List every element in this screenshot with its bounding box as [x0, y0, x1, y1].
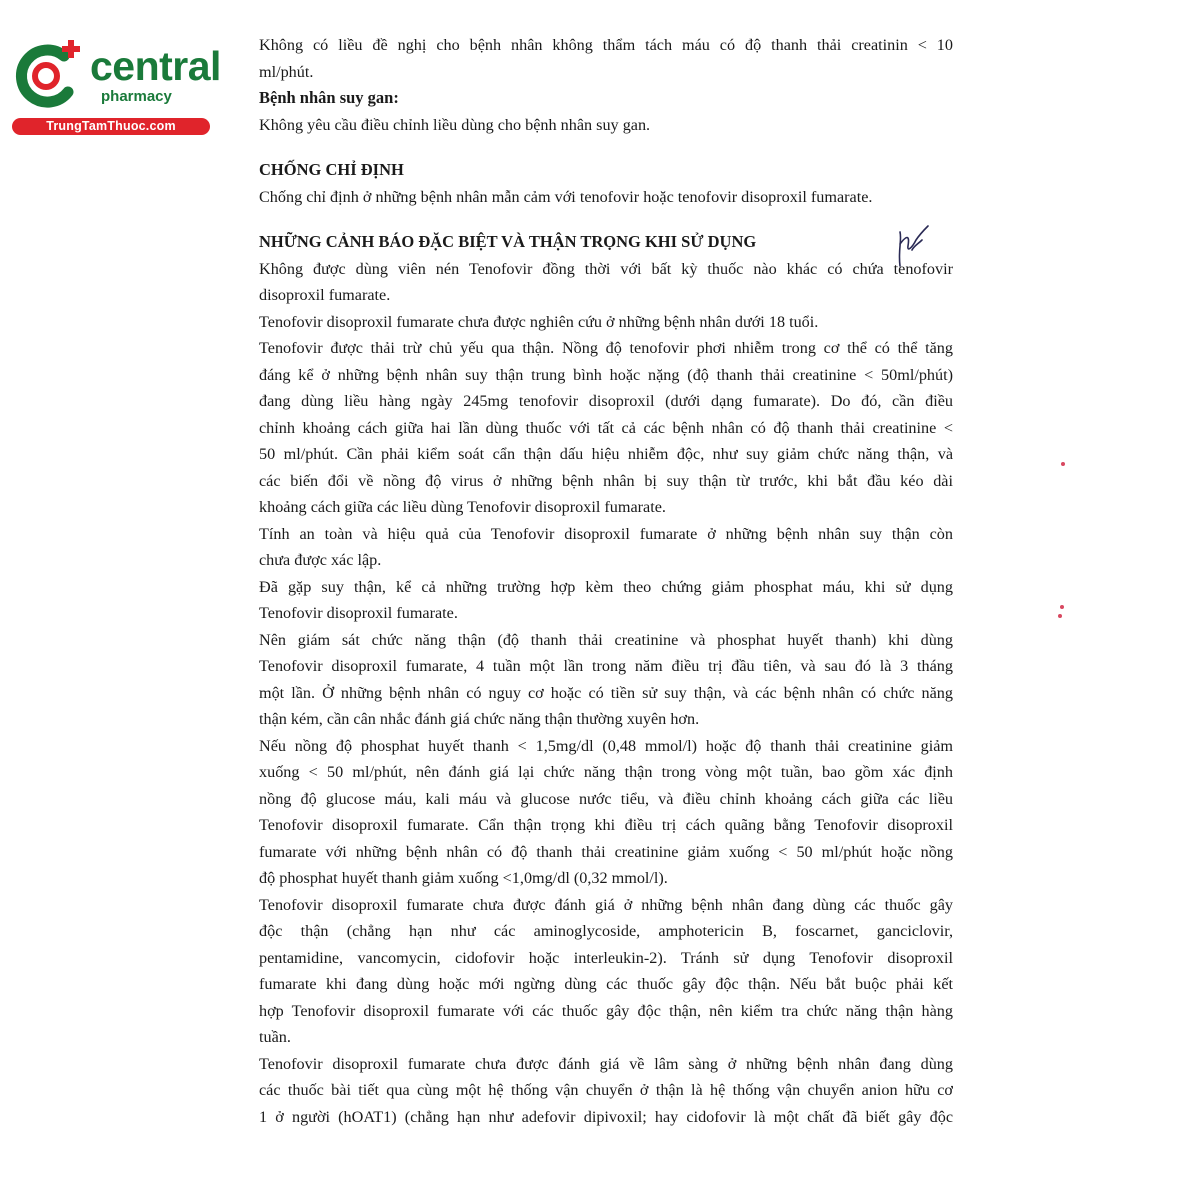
text-line: Tenofovir disoproxil fumarate, 4 tuần một lần trong năm điều trị đầu tiên, và sau đó là 3 tháng: [259, 657, 953, 675]
text-line: tuần.: [259, 1028, 291, 1046]
text-line: ml/phút.: [259, 62, 314, 81]
scan-speck: [1061, 462, 1065, 466]
scan-speck: [1058, 614, 1062, 618]
text-line: Nếu nồng độ phosphat huyết thanh < 1,5mg/dl (0,48 mmol/l) hoặc độ thanh thải creatinine giảm: [259, 736, 953, 755]
warnings-heading: NHỮNG CẢNH BÁO ĐẶC BIỆT VÀ THẬN TRỌNG KHI SỬ DỤNG: [259, 232, 757, 251]
pharmacy-cross-logo-icon: [12, 38, 88, 114]
scan-speck: [1060, 605, 1064, 609]
text-line: độc thận (chẳng hạn như các aminoglycoside, amphotericin B, foscarnet, ganciclovir,: [259, 922, 953, 940]
text-line: Tenofovir disoproxil fumarate.: [259, 604, 458, 622]
text-line: 50 ml/phút. Cần phải kiểm soát cẩn thận dấu hiệu nhiễm độc, như suy giảm chức năng thận, và: [259, 445, 953, 463]
text-line: một lần. Ở những bệnh nhân có nguy cơ hoặc có tiền sử suy thận, và các bệnh nhân có chức năng: [259, 683, 953, 702]
text-line: nồng độ glucose máu, kali máu và glucose nước tiểu, và điều chỉnh khoảng cách giữa các liều: [259, 789, 953, 808]
text-line: fumarate với những bệnh nhân có độ thanh thải creatinine giảm xuống < 50 ml/phút hoặc nồng: [259, 842, 953, 861]
text-line: pentamidine, vancomycin, cidofovir hoặc interleukin-2). Tránh sử dụng Tenofovir disoproxil: [259, 948, 953, 967]
text-line: Không có liều đề nghị cho bệnh nhân không thẩm tách máu có độ thanh thải creatinin < 10: [259, 36, 953, 54]
text-line: Đã gặp suy thận, kể cả những trường hợp kèm theo chứng giảm phosphat máu, khi sử dụng: [259, 577, 953, 596]
text-line: chỉnh khoảng cách giữa hai lần dùng thuốc với tất cả các bệnh nhân có độ thanh thải creatinine <: [259, 418, 953, 437]
logo-site-badge: TrungTamThuoc.com: [12, 118, 210, 135]
text-line: disoproxil fumarate.: [259, 286, 391, 304]
logo-subtitle: pharmacy: [101, 88, 172, 105]
text-line: thận kém, cần cân nhắc đánh giá chức năng thận thường xuyên hơn.: [259, 710, 700, 728]
text-line: chưa được xác lập.: [259, 551, 382, 569]
text-line: Tenofovir disoproxil fumarate chưa được đánh giá ở những bệnh nhân đang dùng các thuốc gây: [259, 895, 953, 914]
text-line: Tenofovir disoproxil fumarate chưa được nghiên cứu ở những bệnh nhân dưới 18 tuổi.: [259, 312, 819, 331]
text-line: 1 ở người (hOAT1) (chẳng hạn như adefovir dipivoxil; hay cidofovir là một chất đã biết gây độc: [259, 1107, 953, 1126]
text-line: các biến đổi về nồng độ virus ở những bệnh nhân bị suy thận từ trước, khi bắt đầu kéo dài: [259, 471, 953, 490]
section-gap: [259, 210, 953, 229]
text-line: Tenofovir disoproxil fumarate. Cẩn thận trọng khi điều trị cách quãng bằng Tenofovir disoproxil: [259, 816, 953, 834]
text-line: Tenofovir disoproxil fumarate chưa được đánh giá về lâm sàng ở những bệnh nhân đang dùng: [259, 1054, 953, 1073]
document-body: [259, 32, 953, 1130]
text-line: Không yêu cầu điều chỉnh liều dùng cho bệnh nhân suy gan.: [259, 115, 651, 134]
text-line: đáng kể ở những bệnh nhân suy thận trung bình hoặc nặng (độ thanh thải creatinine < 50ml/phút): [259, 365, 953, 384]
central-pharmacy-logo: [10, 38, 221, 138]
contraindication-heading: CHỐNG CHỈ ĐỊNH: [259, 160, 404, 179]
text-line: Nên giám sát chức năng thận (độ thanh thải creatinine và phosphat huyết thanh) khi dùng: [259, 630, 953, 649]
text-line: đang dùng liều hàng ngày 245mg tenofovir disoproxil (dưới dạng fumarate). Do đó, cần điều: [259, 392, 953, 410]
text-line: hợp Tenofovir disoproxil fumarate với các thuốc gây độc thận, nên kiểm tra chức năng thận hàng: [259, 1001, 953, 1020]
text-line: khoảng cách giữa các liều dùng Tenofovir disoproxil fumarate.: [259, 498, 666, 516]
text-line: xuống < 50 ml/phút, nên đánh giá lại chức năng thận trong vòng một tuần, bao gồm xác định: [259, 763, 953, 781]
text-line: độ phosphat huyết thanh giảm xuống <1,0mg/dl (0,32 mmol/l).: [259, 869, 668, 887]
hepatic-impairment-heading: Bệnh nhân suy gan:: [259, 88, 399, 107]
text-line: Không được dùng viên nén Tenofovir đồng thời với bất kỳ thuốc nào khác có chứa tenofovir: [259, 259, 953, 278]
logo-wordmark: central: [90, 43, 221, 89]
text-line: Chống chỉ định ở những bệnh nhân mẫn cảm với tenofovir hoặc tenofovir disoproxil fumarate.: [259, 187, 873, 206]
text-line: Tính an toàn và hiệu quả của Tenofovir disoproxil fumarate ở những bệnh nhân suy thận còn: [259, 524, 953, 543]
text-line: Tenofovir được thải trừ chủ yếu qua thận. Nồng độ tenofovir phơi nhiễm trong cơ thể có thể tăng: [259, 339, 953, 357]
section-gap: [259, 138, 953, 157]
text-line: các thuốc bài tiết qua cùng một hệ thống vận chuyển ở thận là hệ thống vận chuyển anion hữu cơ: [259, 1081, 953, 1099]
text-line: fumarate khi đang dùng hoặc mới ngừng dùng các thuốc gây độc thận. Nếu bắt buộc phải kết: [259, 975, 953, 993]
